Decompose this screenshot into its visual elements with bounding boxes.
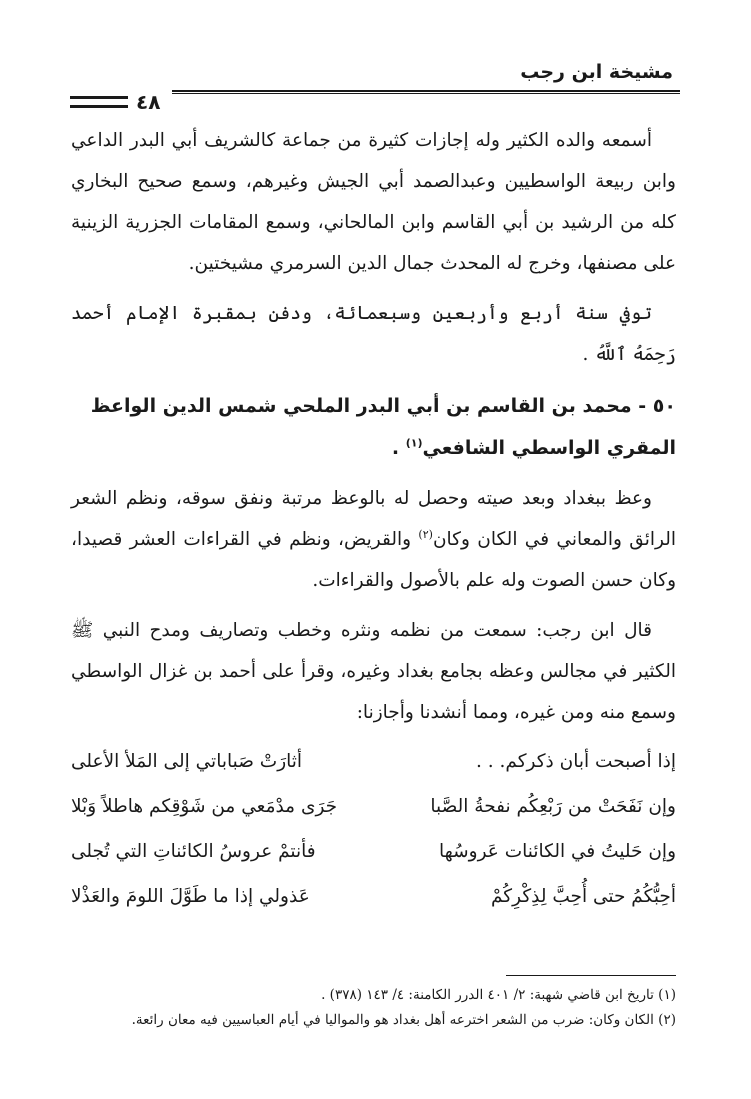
poem-verse [71,784,676,829]
entry-heading-text: ٥٠ - محمد بن القاسم بن أبي البدر الملحي شمس الدين الواعظ المقري الواسطي الشافعي [90,395,676,459]
paragraph-preaching [71,478,676,601]
page-number-block [70,88,172,116]
verse-second-hemistich: عَذولي إذا ما طَوَّلَ اللومَ والعَذْلا [71,886,310,907]
footnote-separator [506,975,676,976]
verse-second-hemistich: أثارَتْ صَباباتي إلى المَلأ الأعلى [71,751,303,772]
poem-verse [71,874,676,919]
page-number: ٤٨ [128,89,168,115]
poem [71,739,676,919]
paragraph-biography: أسمعه والده الكثير وله إجازات كثيرة من جماعة كالشريف أبي البدر الداعي وابن ربيعة الواسطيين وعبدالصمد أبي الجيش وغيرهم، وسمع صحيح البخاري كله من الرشيد بن أبي القاسم وابن المالحاني، وسمع المقامات الجزرية الزينية على مصنفها، وخرج له المحدث جمال الدين السرمري مشيختين. [71,130,676,274]
verse-first-hemistich: أحِبُّكُمُ حتى أُحِبَّ لِذِكْرِكُمْ [491,886,676,907]
entry-heading-end: . [391,437,406,459]
ornament-bar [70,105,128,108]
verse-first-hemistich: إذا أصبحت أبان ذكركم. . . [476,751,676,772]
paragraph-preaching-part1: وعظ ببغداد وبعد صيته وحصل له بالوعظ مرتبة ونفق سوقه، ونظم الشعر الرائق والمعاني في الكان وكان [71,488,677,550]
paragraph-death: توفي سنة أربع وأربعين وسبعمائة، ودفن بمقبرة الإمام أحمد رَحِمَهُ ٱللَّهُ . [71,303,676,365]
paragraph-ibn-rajab-quote: قال ابن رجب: سمعت من نظمه ونثره وخطب وتصاريف ومدح النبي ﷺ الكثير في مجالس وعظه بجامع بغداد وغيره، وقرأ على أحمد بن غزال الواسطي وسمع منه ومن غيره، ومما أنشدنا وأجازنا: [71,620,676,723]
paragraph-preaching-part2: والقريض، ونظم في القراءات العشر قصيدا، وكان حسن الصوت وله علم بالأصول والقراءات. [71,529,676,591]
footnote-ref-1[interactable]: (١) [405,436,423,450]
footnote-2: (٢) الكان وكان: ضرب من الشعر اخترعه أهل بغداد هو والمواليا في أيام العباسيين فيه معان رائعة. [131,1012,676,1028]
footnotes [66,983,676,1033]
verse-first-hemistich: وإن نَفَحَتْ من رَبْعِكُم نفحةُ الصَّبا [430,796,676,817]
page-number-ornament [70,96,128,108]
poem-verse [71,829,676,874]
main-text [71,120,676,919]
verse-second-hemistich: جَرَى مدْمَعي من شَوْقِكم هاطلاً وَبْلا [71,796,338,817]
verse-second-hemistich: فأنتمْ عروسُ الكائناتِ التي تُجلى [71,841,316,862]
poem-verse [71,739,676,784]
verse-first-hemistich: وإن حَليتُ في الكائنات عَروسُها [438,841,676,862]
ornament-bar [70,96,128,99]
footnote-1: (١) تاريخ ابن قاضي شهبة: ٢/ ٤٠١ الدرر الكامنة: ٤/ ١٤٣ (٣٧٨) . [321,987,676,1003]
footnote-ref-2[interactable]: (٢) [418,527,433,541]
entry-heading [71,385,676,469]
running-title: مشيخة ابن رجب [520,61,673,83]
